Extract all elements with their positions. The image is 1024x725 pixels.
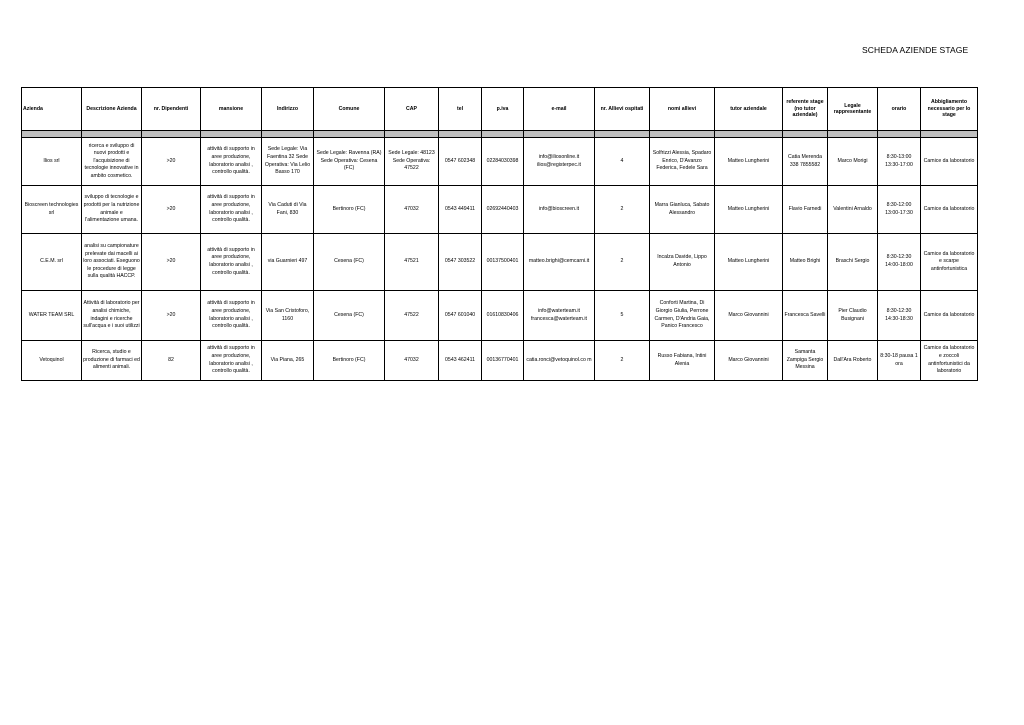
cell-azienda: WATER TEAM SRL [22,291,82,341]
header-dipendenti: nr. Dipendenti [142,88,201,131]
cell-email: info@waterteam.it francesca@waterteam.it [524,291,595,341]
header-nomi: nomi allievi [650,88,715,131]
cell-cap: 47521 [385,234,439,291]
cell-indirizzo: via Guarnieri 497 [262,234,314,291]
cell-cap: Sede Legale: 48123 Sede Operativa: 47522 [385,138,439,186]
cell-tel: 0543 449411 [439,186,482,234]
cell-comune: Sede Legale: Ravenna (RA) Sede Operativa: Cesena (FC) [314,138,385,186]
cell-comune: Cesena (FC) [314,291,385,341]
header-email: e-mail [524,88,595,131]
cell-dipendenti: >20 [142,291,201,341]
header-descrizione: Descrizione Azienda [82,88,142,131]
table-row [22,138,978,186]
cell-mansione: attività di supporto in aree produzione, laboratorio analisi , controllo qualità. [201,341,262,381]
cell-azienda: Bioscreen technologies srl [22,186,82,234]
cell-legale: Dall'Ara Roberto [828,341,878,381]
header-cap: CAP [385,88,439,131]
table-row [22,186,978,234]
header-tutor: tutor aziendale [715,88,783,131]
cell-cap: 47032 [385,186,439,234]
cell-piva: 02284030398 [482,138,524,186]
table-row [22,341,978,381]
cell-allievi: 2 [595,234,650,291]
cell-tutor: Marco Giovannini [715,291,783,341]
cell-legale: Pier Claudio Busignani [828,291,878,341]
cell-descrizione: ricerca e sviluppo di nuovi prodotti e l'acquisizione di tecnologie innovative in ambito cosmetico. [82,138,142,186]
cell-allievi: 2 [595,186,650,234]
header-azienda: Azienda [22,88,82,131]
aziende-table [21,87,978,381]
cell-email: catia.ronci@vetoquinol.co m [524,341,595,381]
header-indirizzo: Indirizzo [262,88,314,131]
cell-mansione: attività di supporto in aree produzione, laboratorio analisi , controllo qualità. [201,138,262,186]
header-tel: tel [439,88,482,131]
cell-abbigliamento: Camice da laboratorio [921,138,978,186]
cell-legale: Braschi Sergio [828,234,878,291]
cell-orario: 8:30-12:30 14:00-18:00 [878,234,921,291]
cell-dipendenti: 82 [142,341,201,381]
cell-tutor: Matteo Lungherini [715,234,783,291]
cell-allievi: 2 [595,341,650,381]
cell-abbigliamento: Camice da laboratorio [921,186,978,234]
cell-referente: Francesca Savelli [783,291,828,341]
cell-nomi: Russo Fabiana, Intini Alenia [650,341,715,381]
cell-mansione: attività di supporto in aree produzione, laboratorio analisi , controllo qualità. [201,234,262,291]
cell-tutor: Marco Giovannini [715,341,783,381]
header-allievi: nr. Allievi ospitati [595,88,650,131]
cell-referente: Matteo Brighi [783,234,828,291]
cell-orario: 8:30-18 pausa 1 ora [878,341,921,381]
cell-dipendenti: >20 [142,186,201,234]
cell-email: info@bioscreen.it [524,186,595,234]
cell-cap: 47032 [385,341,439,381]
cell-descrizione: Attività di laboratorio per analisi chimiche, indagini e ricerche sull'acqua e i suoi utilizzi [82,291,142,341]
cell-referente: Flavio Farnedi [783,186,828,234]
cell-comune: Bertinoro (FC) [314,186,385,234]
header-abbigliamento: Abbigliamento necessario per lo stage [921,88,978,131]
header-piva: p.iva [482,88,524,131]
cell-legale: Marco Morigi [828,138,878,186]
cell-piva: 01610830406 [482,291,524,341]
header-comune: Comune [314,88,385,131]
cell-tel: 0543 462411 [439,341,482,381]
header-mansione: mansione [201,88,262,131]
cell-mansione: attività di supporto in aree produzione, laboratorio analisi , controllo qualità. [201,291,262,341]
cell-tel: 0547 303522 [439,234,482,291]
cell-piva: 00136770401 [482,341,524,381]
cell-nomi: Incalza Davide, Lippo Antonio [650,234,715,291]
cell-tel: 0547 601040 [439,291,482,341]
cell-email: info@iliosonline.it ilios@registerpec.it [524,138,595,186]
cell-dipendenti: >20 [142,234,201,291]
cell-orario: 8:30-12:00 13:00-17:30 [878,186,921,234]
cell-descrizione: analisi su campionature prelevate dai macelli ai loro associati. Eseguono le procedure di legge sulla qualità HACCP. [82,234,142,291]
header-referente: referente stage (no tutor aziendale) [783,88,828,131]
table-row [22,234,978,291]
cell-comune: Bertinoro (FC) [314,341,385,381]
cell-descrizione: Ricerca, studio e produzione di farmaci ed alimenti animali. [82,341,142,381]
cell-piva: 02692440403 [482,186,524,234]
cell-nomi: Marra Gianluca, Sabato Alessandro [650,186,715,234]
cell-mansione: attività di supporto in aree produzione, laboratorio analisi , controllo qualità. [201,186,262,234]
cell-indirizzo: Via Piana, 265 [262,341,314,381]
cell-descrizione: sviluppo di tecnologie e prodotti per la nutrizione animale e l'alimentazione umana. [82,186,142,234]
cell-tutor: Matteo Lungherini [715,138,783,186]
cell-referente: Samanta Zampiga Sergio Messina [783,341,828,381]
cell-nomi: Conforti Martina, Di Giorgio Giulia, Perrone Carmen, D'Andria Gaia, Panico Francesco [650,291,715,341]
cell-indirizzo: Via Caduti di Via Fani, 830 [262,186,314,234]
cell-abbigliamento: Camice da laboratorio [921,291,978,341]
cell-referente: Catia Merenda 338 7855582 [783,138,828,186]
cell-orario: 8:30-13:00 13:30-17:00 [878,138,921,186]
header-row [22,88,978,131]
table-row [22,291,978,341]
cell-abbigliamento: Camice da laboratorio e zoccoli antinfortunistici da laboratorio [921,341,978,381]
page-title: SCHEDA AZIENDE STAGE [862,45,969,55]
cell-abbigliamento: Camice da laboratorio e scarpe antinfortunistica [921,234,978,291]
cell-cap: 47522 [385,291,439,341]
cell-legale: Valentini Arnaldo [828,186,878,234]
cell-piva: 00137500401 [482,234,524,291]
cell-azienda: Vetoquinol [22,341,82,381]
cell-azienda: C.E.M. srl [22,234,82,291]
cell-dipendenti: >20 [142,138,201,186]
cell-azienda: Ilios srl [22,138,82,186]
cell-email: matteo.brighi@cemcarni.it [524,234,595,291]
cell-indirizzo: Sede Legale: Via Faentina 32 Sede Operativa: Via Lelio Basso 170 [262,138,314,186]
cell-comune: Cesena (FC) [314,234,385,291]
cell-tutor: Matteo Lungherini [715,186,783,234]
cell-tel: 0547 602348 [439,138,482,186]
cell-orario: 8:30-12:30 14:30-18:30 [878,291,921,341]
separator-row [22,131,978,138]
cell-allievi: 5 [595,291,650,341]
cell-indirizzo: Via San Cristoforo, 1160 [262,291,314,341]
cell-allievi: 4 [595,138,650,186]
cell-nomi: Solfrizzi Alessia, Spadaro Enrico, D'Avanzo Federica, Fedele Sara [650,138,715,186]
header-orario: orario [878,88,921,131]
header-legale: Legale rappresentante [828,88,878,131]
